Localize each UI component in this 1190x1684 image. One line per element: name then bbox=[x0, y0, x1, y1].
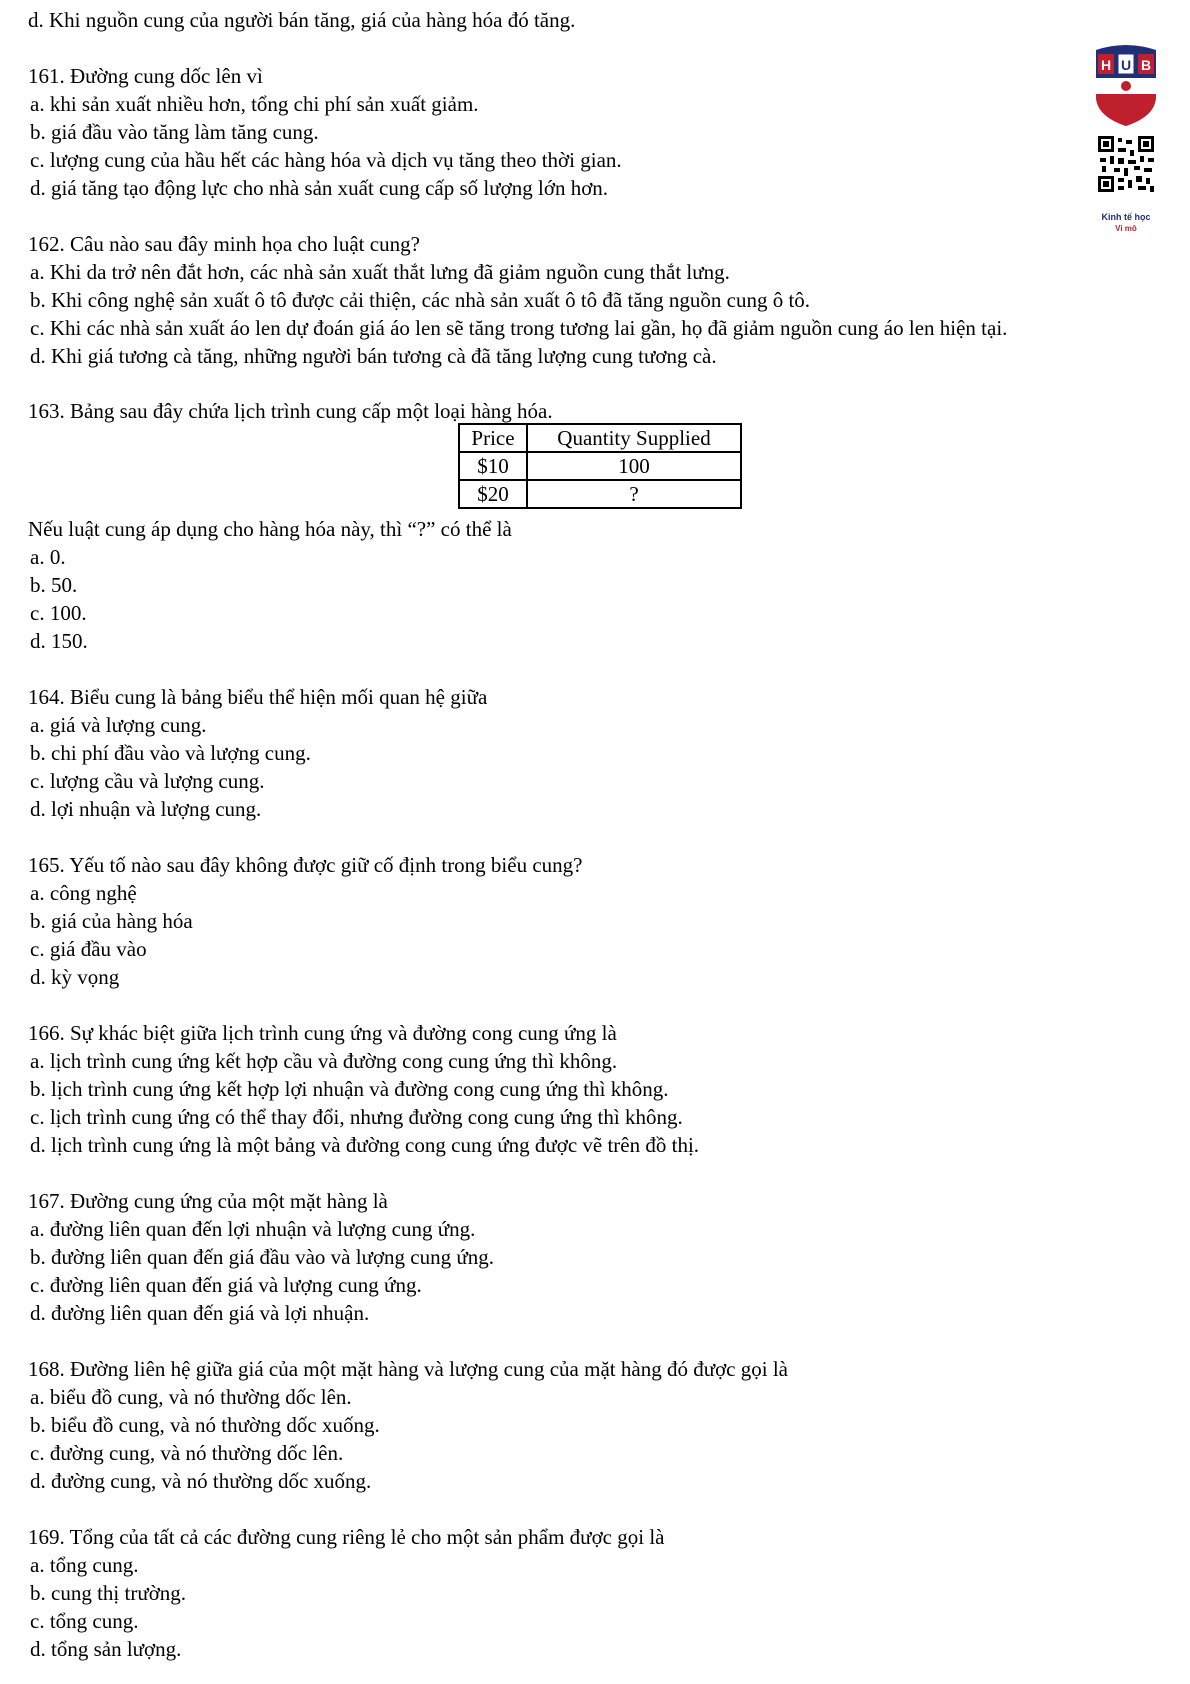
question-163-followup: Nếu luật cung áp dụng cho hàng hóa này, thì “?” có thể là bbox=[28, 517, 512, 541]
question-169-option-c: c. tổng cung. bbox=[30, 1609, 139, 1633]
question-166-option-c: c. lịch trình cung ứng có thể thay đổi, nhưng đường cong cung ứng thì không. bbox=[30, 1105, 683, 1129]
qr-code-icon bbox=[1098, 136, 1154, 192]
supply-schedule-table bbox=[458, 423, 742, 509]
question-166-option-b: b. lịch trình cung ứng kết hợp lợi nhuận và đường cong cung ứng thì không. bbox=[30, 1077, 669, 1101]
question-162-option-a: a. Khi da trở nên đắt hơn, các nhà sản xuất thắt lưng đã giảm nguồn cung thắt lưng. bbox=[30, 260, 730, 284]
question-165-option-a: a. công nghệ bbox=[30, 881, 137, 905]
question-161-option-a: a. khi sản xuất nhiều hơn, tổng chi phí sản xuất giảm. bbox=[30, 92, 479, 116]
question-162-option-c: c. Khi các nhà sản xuất áo len dự đoán giá áo len sẽ tăng trong tương lai gần, họ đã giảm nguồn cung áo len hiện tại. bbox=[30, 316, 1008, 340]
question-169-option-d: d. tổng sản lượng. bbox=[30, 1637, 182, 1661]
question-169-option-b: b. cung thị trường. bbox=[30, 1581, 187, 1605]
question-165-option-c: c. giá đầu vào bbox=[30, 937, 147, 961]
question-165-option-b: b. giá của hàng hóa bbox=[30, 909, 193, 933]
question-166-option-d: d. lịch trình cung ứng là một bảng và đường cong cung ứng được vẽ trên đồ thị. bbox=[30, 1133, 700, 1157]
table-header-row bbox=[459, 424, 741, 452]
hub-logo-icon bbox=[1094, 44, 1158, 282]
question-161-stem: 161. Đường cung dốc lên vì bbox=[28, 64, 263, 88]
question-162-option-b: b. Khi công nghệ sản xuất ô tô được cải thiện, các nhà sản xuất ô tô đã tăng nguồn cung ô tô. bbox=[30, 288, 811, 312]
table-cell-price: $10 bbox=[459, 452, 527, 480]
question-163-option-b: b. 50. bbox=[30, 573, 78, 597]
question-168-option-d: d. đường cung, và nó thường dốc xuống. bbox=[30, 1469, 372, 1493]
question-168-option-c: c. đường cung, và nó thường dốc lên. bbox=[30, 1441, 344, 1465]
question-164-option-b: b. chi phí đầu vào và lượng cung. bbox=[30, 741, 311, 765]
table-row bbox=[459, 452, 741, 480]
table-cell-quantity: 100 bbox=[527, 452, 741, 480]
table-row bbox=[459, 480, 741, 508]
question-167-option-c: c. đường liên quan đến giá và lượng cung ứng. bbox=[30, 1273, 422, 1297]
svg-text:H: H bbox=[1100, 57, 1112, 73]
logo-caption-subject: Kinh tế học bbox=[1101, 212, 1151, 222]
question-164-stem: 164. Biểu cung là bảng biểu thể hiện mối quan hệ giữa bbox=[28, 685, 488, 709]
question-162-stem: 162. Câu nào sau đây minh họa cho luật cung? bbox=[28, 232, 420, 256]
question-163-option-c: c. 100. bbox=[30, 601, 87, 625]
question-168-option-a: a. biểu đồ cung, và nó thường dốc lên. bbox=[30, 1385, 352, 1409]
question-168-stem: 168. Đường liên hệ giữa giá của một mặt hàng và lượng cung của mặt hàng đó được gọi là bbox=[28, 1357, 788, 1381]
question-168-option-b: b. biểu đồ cung, và nó thường dốc xuống. bbox=[30, 1413, 380, 1437]
question-163-stem: 163. Bảng sau đây chứa lịch trình cung cấp một loại hàng hóa. bbox=[28, 399, 553, 423]
question-164-option-a: a. giá và lượng cung. bbox=[30, 713, 207, 737]
question-165-option-d: d. kỳ vọng bbox=[30, 965, 120, 989]
question-161-option-d: d. giá tăng tạo động lực cho nhà sản xuất cung cấp số lượng lớn hơn. bbox=[30, 176, 609, 200]
question-166-stem: 166. Sự khác biệt giữa lịch trình cung ứng và đường cong cung ứng là bbox=[28, 1021, 617, 1045]
question-167-stem: 167. Đường cung ứng của một mặt hàng là bbox=[28, 1189, 388, 1213]
question-162-option-d: d. Khi giá tương cà tăng, những người bán tương cà đã tăng lượng cung tương cà. bbox=[30, 344, 717, 368]
question-167-option-a: a. đường liên quan đến lợi nhuận và lượng cung ứng. bbox=[30, 1217, 476, 1241]
question-167-option-b: b. đường liên quan đến giá đầu vào và lượng cung ứng. bbox=[30, 1245, 495, 1269]
table-cell-price: $20 bbox=[459, 480, 527, 508]
table-cell-quantity: ? bbox=[527, 480, 741, 508]
question-164-option-c: c. lượng cầu và lượng cung. bbox=[30, 769, 265, 793]
question-161-option-b: b. giá đầu vào tăng làm tăng cung. bbox=[30, 120, 319, 144]
svg-text:B: B bbox=[1140, 57, 1152, 73]
logo-caption-course: Vi mô bbox=[1115, 224, 1137, 233]
question-161-option-c: c. lượng cung của hầu hết các hàng hóa và dịch vụ tăng theo thời gian. bbox=[30, 148, 622, 172]
question-169-option-a: a. tổng cung. bbox=[30, 1553, 139, 1577]
question-163-option-a: a. 0. bbox=[30, 545, 66, 569]
question-164-option-d: d. lợi nhuận và lượng cung. bbox=[30, 797, 262, 821]
table-header-price: Price bbox=[459, 424, 527, 452]
previous-question-last-option: d. Khi nguồn cung của người bán tăng, giá của hàng hóa đó tăng. bbox=[28, 8, 576, 32]
question-169-stem: 169. Tổng của tất cả các đường cung riêng lẻ cho một sản phẩm được gọi là bbox=[28, 1525, 665, 1549]
question-163-option-d: d. 150. bbox=[30, 629, 88, 653]
svg-text:U: U bbox=[1120, 57, 1132, 73]
question-167-option-d: d. đường liên quan đến giá và lợi nhuận. bbox=[30, 1301, 370, 1325]
question-165-stem: 165. Yếu tố nào sau đây không được giữ cố định trong biểu cung? bbox=[28, 853, 583, 877]
question-166-option-a: a. lịch trình cung ứng kết hợp cầu và đường cong cung ứng thì không. bbox=[30, 1049, 618, 1073]
table-header-quantity: Quantity Supplied bbox=[527, 424, 741, 452]
